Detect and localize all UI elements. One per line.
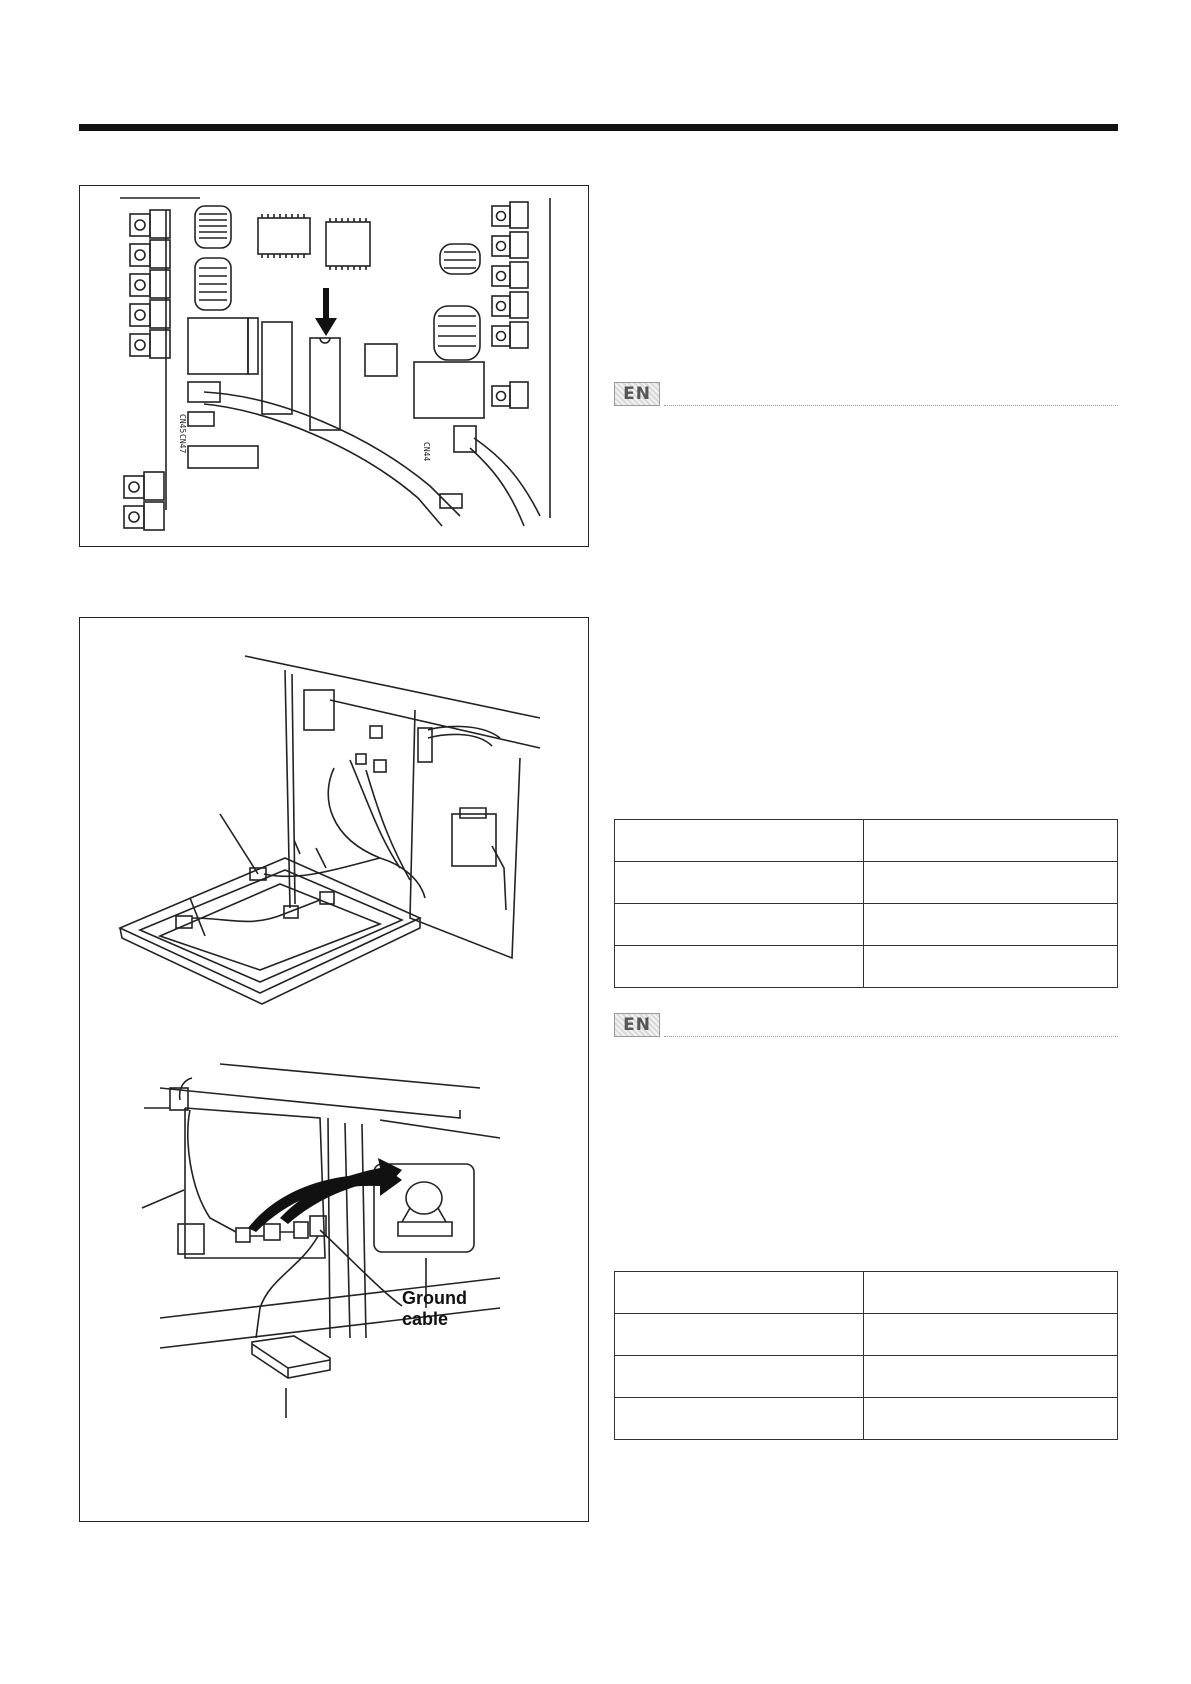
en-section-1-header bbox=[614, 382, 1118, 410]
cabinet-illustration bbox=[80, 618, 588, 1521]
table-row bbox=[615, 946, 1118, 988]
connector-label-cn44: CN44 bbox=[422, 442, 431, 462]
table-row bbox=[615, 862, 1118, 904]
circuit-board-illustration bbox=[80, 186, 588, 546]
en-section-2-header bbox=[614, 1013, 1118, 1041]
connector-label-cn47: CN47 bbox=[178, 434, 187, 454]
dotted-divider bbox=[664, 1036, 1118, 1037]
table-row bbox=[615, 1398, 1118, 1440]
table-row bbox=[615, 1314, 1118, 1356]
connector-label-cn45: CN45 bbox=[178, 414, 187, 434]
header-rule bbox=[79, 124, 1118, 131]
figure-cabinet-wiring bbox=[79, 617, 589, 1522]
ground-cable-label bbox=[402, 1288, 467, 1330]
en-badge: EN bbox=[614, 382, 660, 406]
figure-circuit-board bbox=[79, 185, 589, 547]
ground-cable-label-line2: cable bbox=[402, 1309, 449, 1329]
spec-table-2 bbox=[614, 1271, 1118, 1440]
table-row bbox=[615, 1272, 1118, 1314]
ground-cable-label-line1: Ground bbox=[402, 1288, 467, 1308]
table-row bbox=[615, 904, 1118, 946]
spec-table-1 bbox=[614, 819, 1118, 988]
dotted-divider bbox=[664, 405, 1118, 406]
table-row bbox=[615, 820, 1118, 862]
en-badge: EN bbox=[614, 1013, 660, 1037]
table-row bbox=[615, 1356, 1118, 1398]
